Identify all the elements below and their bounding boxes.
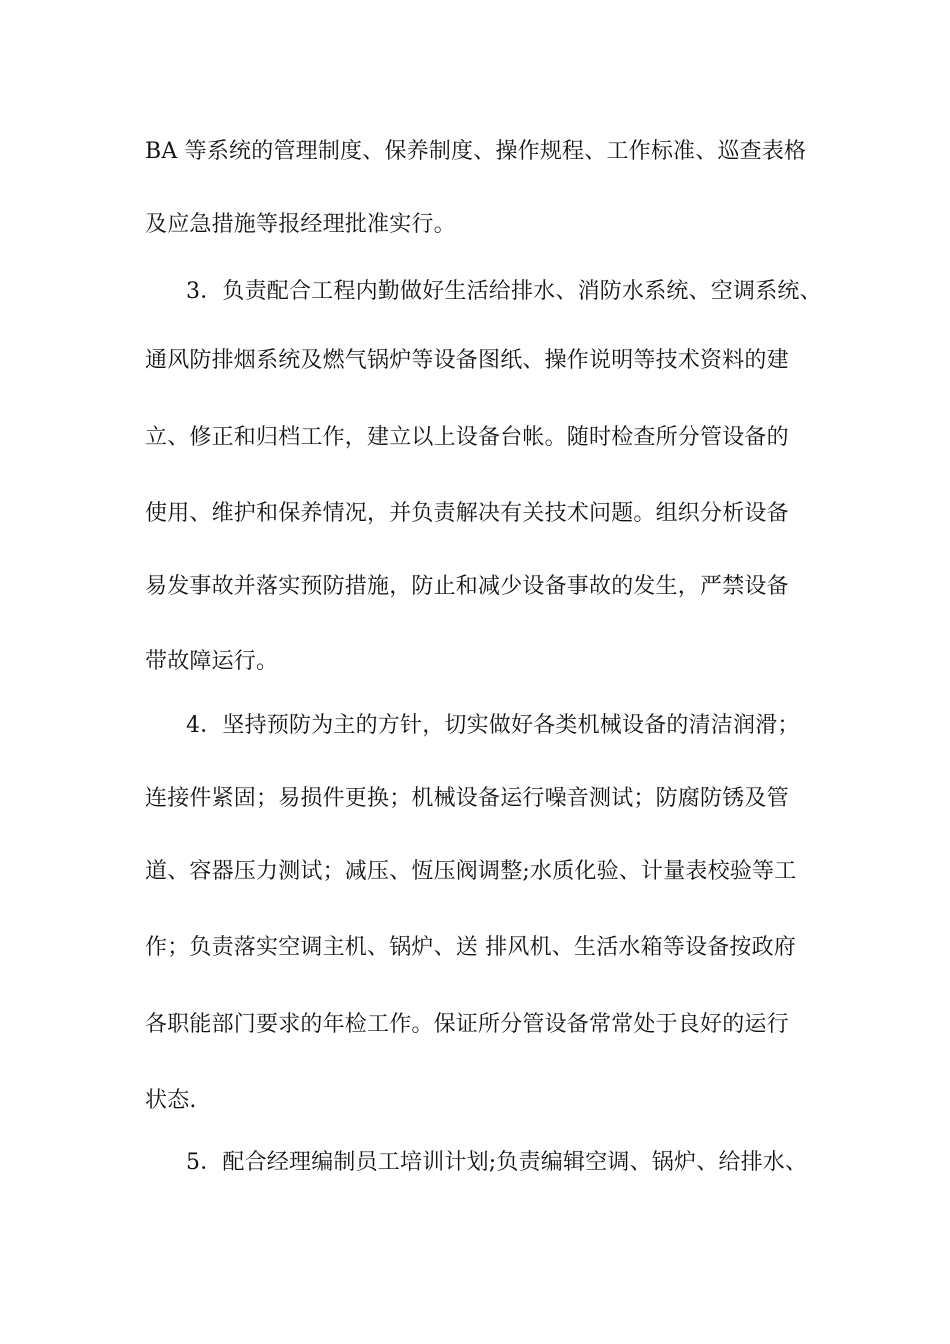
text-line: 使用、维护和保养情况，并负责解决有关技术问题。组织分析设备 [145,501,789,526]
text-line: 通风防排烟系统及燃气锅炉等设备图纸、操作说明等技术资料的建 [145,348,789,373]
text-line: 各职能部门要求的年检工作。保证所分管设备常常处于良好的运行 [145,1012,789,1037]
text-line: 带故障运行。 [145,649,279,674]
text-line: 及应急措施等报经理批准实行。 [145,212,456,237]
text-line: 连接件紧固；易损件更换；机械设备运行噪音测试；防腐防锈及管 [145,786,789,811]
text-line: BA 等系统的管理制度、保养制度、操作规程、工作标准、巡查表格 [145,139,807,164]
text-line: 状态. [145,1088,197,1113]
text-line: 道、容器压力测试；减压、恆压阀调整;水质化验、计量表校验等工 [145,859,797,884]
text-line: 作；负责落实空调主机、锅炉、送 排风机、生活水箱等设备按政府 [145,935,796,960]
paragraph-4-start: 4．坚持预防为主的方针，切实做好各类机械设备的清洁润滑； [186,713,800,738]
text-line: 易发事故并落实预防措施，防止和减少设备事故的发生，严禁设备 [145,574,789,599]
paragraph-3-start: 3．负责配合工程内勤做好生活给排水、消防水系统、空调系统、 [186,279,822,304]
paragraph-5-start: 5．配合经理编制员工培训计划;负责编辑空调、锅炉、给排水、 [186,1150,808,1175]
text-line: 立、修正和归档工作，建立以上设备台帐。随时检查所分管设备的 [145,425,789,450]
